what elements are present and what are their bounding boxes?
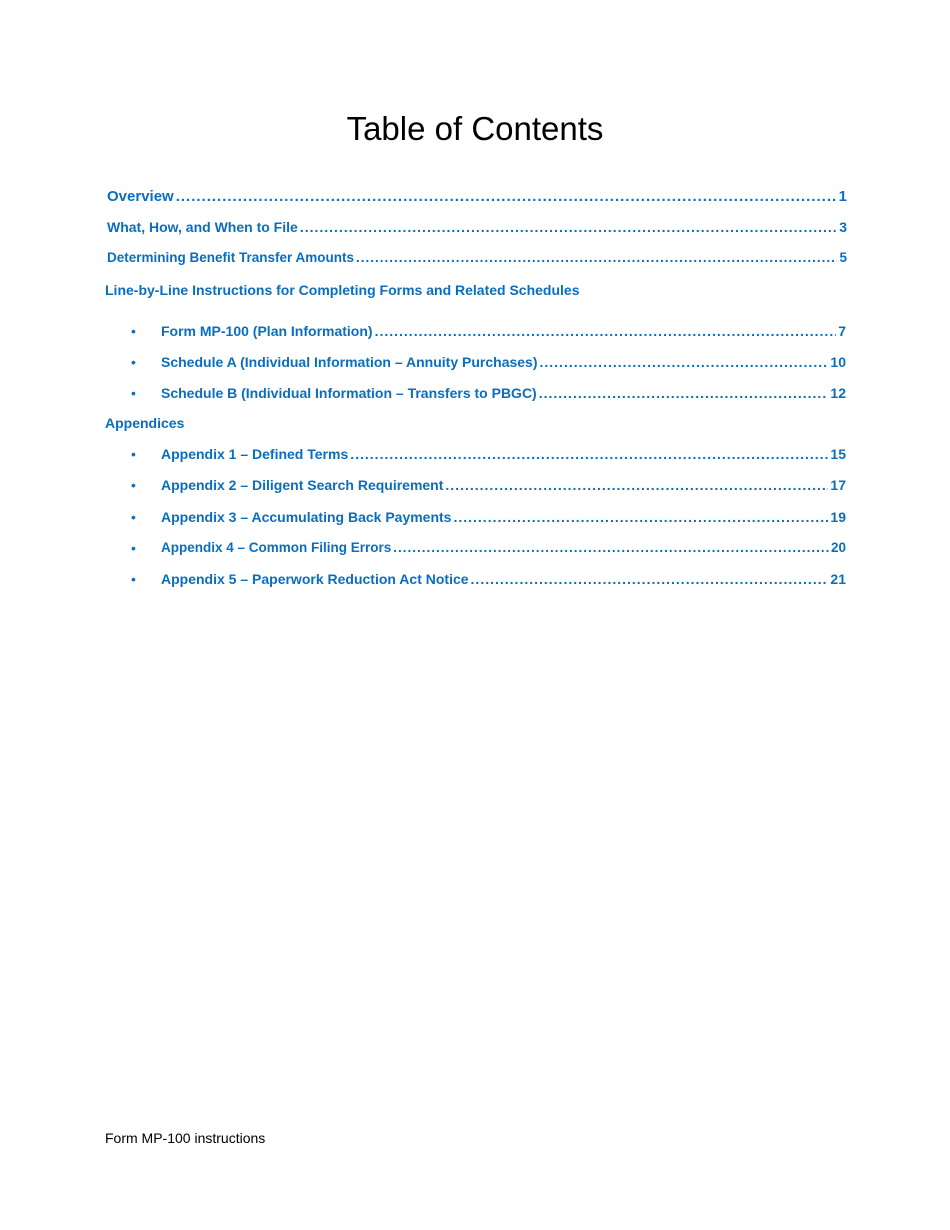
dot-leader	[471, 571, 829, 587]
toc-entry-label: What, How, and When to File	[107, 219, 298, 235]
toc-entry-label: Appendix 1 – Defined Terms	[161, 446, 349, 462]
toc-entry-page: 12	[830, 385, 846, 401]
bullet-icon: •	[131, 509, 136, 525]
toc-entry-form-mp100[interactable]	[161, 323, 846, 339]
dot-leader	[176, 188, 837, 205]
toc-entry-appendix-1[interactable]	[161, 446, 846, 462]
toc-entry-label: Appendix 5 – Paperwork Reduction Act Notice	[161, 571, 469, 587]
toc-entry-page: 1	[838, 188, 847, 205]
toc-entry-page: 21	[830, 571, 846, 587]
toc-entry-overview[interactable]	[107, 188, 847, 205]
toc-entry-page: 10	[830, 354, 846, 370]
toc-entry-label: Schedule B (Individual Information – Transfers to PBGC)	[161, 385, 537, 401]
bullet-icon: •	[131, 446, 136, 462]
toc-entry-appendix-3[interactable]	[161, 509, 846, 525]
toc-entry-page: 5	[839, 250, 847, 265]
dot-leader	[445, 477, 828, 493]
dot-leader	[453, 509, 828, 525]
toc-entry-appendix-2[interactable]	[161, 477, 846, 493]
bullet-icon: •	[131, 571, 136, 587]
toc-entry-page: 3	[839, 219, 847, 235]
toc-entry-page: 20	[830, 540, 846, 555]
appendices-heading: Appendices	[105, 415, 185, 431]
bullet-icon: •	[131, 385, 136, 401]
dot-leader	[375, 323, 837, 339]
page-footer: Form MP-100 instructions	[105, 1130, 266, 1146]
toc-entry-label: Overview	[107, 188, 174, 205]
toc-entry-schedule-a[interactable]	[161, 354, 846, 370]
toc-entry-page: 19	[830, 509, 846, 525]
dot-leader	[540, 354, 829, 370]
toc-entry-label: Schedule A (Individual Information – Annuity Purchases)	[161, 354, 538, 370]
bullet-icon: •	[131, 540, 136, 556]
toc-entry-label: Appendix 3 – Accumulating Back Payments	[161, 509, 452, 525]
line-by-line-heading: Line-by-Line Instructions for Completing Forms and Related Schedules	[105, 282, 580, 298]
toc-entry-page: 15	[830, 446, 846, 462]
page-title: Table of Contents	[346, 110, 604, 147]
toc-entry-label: Appendix 4 – Common Filing Errors	[161, 540, 392, 555]
bullet-icon: •	[131, 477, 136, 493]
toc-entry-appendix-5[interactable]	[161, 571, 846, 587]
bullet-icon: •	[131, 323, 136, 339]
toc-entry-schedule-b[interactable]	[161, 385, 846, 401]
toc-entry-what-how-when[interactable]	[107, 219, 847, 235]
toc-entry-determining-benefit[interactable]	[107, 250, 847, 265]
bullet-icon: •	[131, 354, 136, 370]
toc-entry-page: 17	[830, 477, 846, 493]
dot-leader	[350, 446, 828, 462]
dot-leader	[356, 250, 837, 265]
toc-entry-label: Form MP-100 (Plan Information)	[161, 323, 373, 339]
toc-entry-page: 7	[838, 323, 846, 339]
dot-leader	[539, 385, 829, 401]
toc-entry-appendix-4[interactable]	[161, 540, 846, 555]
toc-entry-label: Appendix 2 – Diligent Search Requirement	[161, 477, 444, 493]
toc-entry-label: Determining Benefit Transfer Amounts	[107, 250, 355, 265]
dot-leader	[393, 540, 829, 555]
dot-leader	[300, 219, 837, 235]
